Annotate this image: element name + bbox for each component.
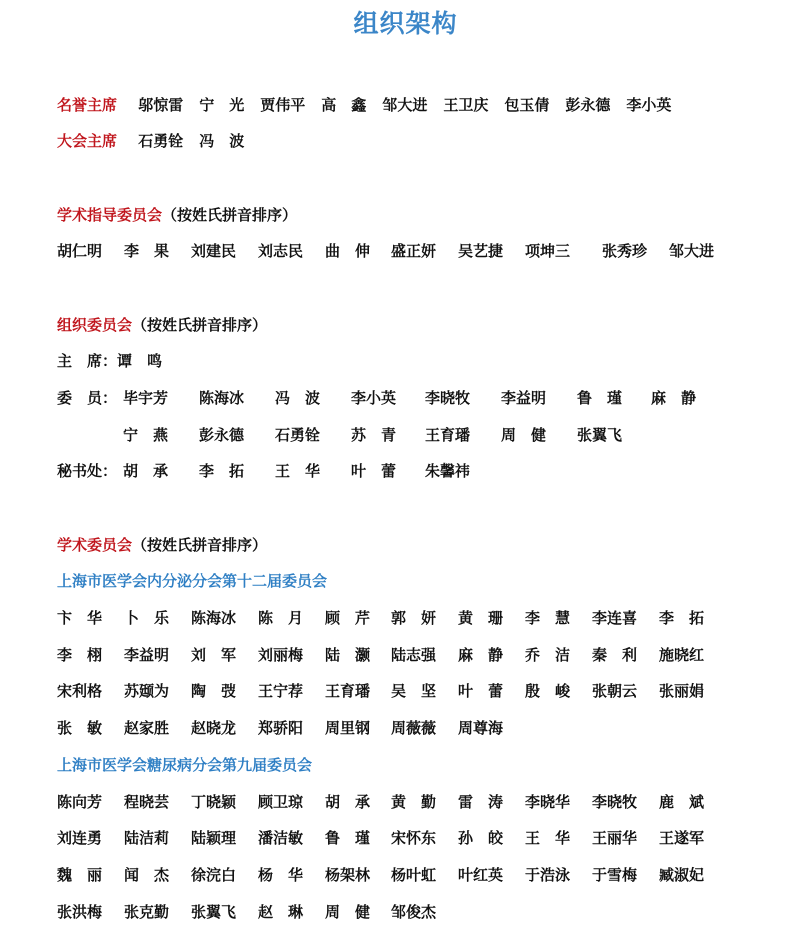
person-name: 潘洁敏: [258, 829, 304, 847]
person-name: 叶红英: [458, 866, 504, 884]
person-name: 鹿 斌: [659, 793, 705, 811]
academic-title: 学术委员会: [57, 536, 133, 554]
person-name: 施晓红: [659, 646, 705, 664]
academic-guidance-note: （按姓氏拼音排序）: [162, 206, 298, 224]
person-name: 张洪梅: [57, 903, 103, 921]
person-name: 陈海冰: [199, 389, 245, 407]
person-name: 周 健: [325, 903, 371, 921]
person-name: 李晓牧: [425, 389, 471, 407]
person-name: 周 健: [501, 426, 547, 444]
person-name: 彭永德: [565, 96, 611, 114]
person-name: 李 慧: [525, 609, 571, 627]
person-name: 王 华: [525, 829, 571, 847]
person-name: 张翼飞: [191, 903, 237, 921]
person-name: 乔 洁: [525, 646, 571, 664]
person-name: 张丽娟: [659, 682, 705, 700]
person-name: 徐浣白: [191, 866, 237, 884]
person-name: 毕宇芳: [123, 389, 169, 407]
person-name: 冯 波: [199, 132, 245, 150]
honorary-row: [57, 94, 687, 116]
person-name: 郭 妍: [391, 609, 437, 627]
person-name: 黄 勤: [391, 793, 437, 811]
person-name: 张克勤: [124, 903, 170, 921]
person-name: 刘建民: [191, 242, 237, 260]
person-name: 石勇铨: [275, 426, 321, 444]
person-name: 包玉倩: [504, 96, 550, 114]
person-name: 周尊海: [458, 719, 504, 737]
person-name: 苏颋为: [124, 682, 170, 700]
person-name: 王育璠: [325, 682, 371, 700]
page-title: 组织架构: [353, 9, 458, 38]
person-name: 卞 华: [57, 609, 103, 627]
person-name: 赵 琳: [258, 903, 304, 921]
person-name: 魏 丽: [57, 866, 103, 884]
diabetes-heading: 上海市医学会糖尿病分会第九届委员会: [57, 756, 313, 774]
person-name: 秦 利: [592, 646, 638, 664]
person-name: 王育璠: [425, 426, 471, 444]
person-name: 贾伟平: [260, 96, 306, 114]
person-name: 吴 坚: [391, 682, 437, 700]
organizing-members-label: 委 员：: [57, 389, 118, 407]
person-name: 李连喜: [592, 609, 638, 627]
academic-guidance-heading: [57, 204, 297, 226]
person-name: 张朝云: [592, 682, 638, 700]
person-name: 朱馨祎: [425, 462, 471, 480]
person-name: 李小英: [351, 389, 397, 407]
organizing-title: 组织委员会: [57, 316, 133, 334]
person-name: 王卫庆: [443, 96, 489, 114]
person-name: 苏 青: [351, 426, 397, 444]
person-name: 臧淑妃: [659, 866, 705, 884]
person-name: 杨 华: [258, 866, 304, 884]
person-name: 宋怀东: [391, 829, 437, 847]
person-name: 胡仁明: [57, 242, 103, 260]
person-name: 陆 灏: [325, 646, 371, 664]
person-name: 雷 涛: [458, 793, 504, 811]
person-name: 周里钢: [325, 719, 371, 737]
organizing-chair-names: [117, 352, 178, 370]
academic-heading: [57, 534, 267, 556]
person-name: 邹俊杰: [391, 903, 437, 921]
organizing-members-label-row: [57, 387, 117, 409]
chair-names: [138, 130, 260, 152]
organizing-secretary-label: 秘书处：: [57, 462, 118, 480]
person-name: 张秀珍: [602, 242, 648, 260]
person-name: 李小英: [626, 96, 672, 114]
person-name: 陆颖理: [191, 829, 237, 847]
person-name: 李 果: [124, 242, 170, 260]
person-name: 邬惊雷: [138, 96, 184, 114]
person-name: 卜 乐: [124, 609, 170, 627]
person-name: 刘 军: [191, 646, 237, 664]
endo-heading: 上海市医学会内分泌分会第十二届委员会: [57, 572, 328, 590]
person-name: 张 敏: [57, 719, 103, 737]
person-name: 殷 峻: [525, 682, 571, 700]
person-name: 黄 珊: [458, 609, 504, 627]
person-name: 李 拓: [199, 462, 245, 480]
organizing-note: （按姓氏拼音排序）: [132, 316, 268, 334]
person-name: 项坤三: [525, 242, 571, 260]
person-name: 鲁 瑾: [577, 389, 623, 407]
person-name: 刘丽梅: [258, 646, 304, 664]
academic-note: （按姓氏拼音排序）: [132, 536, 268, 554]
person-name: 吴艺捷: [458, 242, 504, 260]
person-name: 王遂军: [659, 829, 705, 847]
person-name: 李益明: [124, 646, 170, 664]
organizing-heading: [57, 314, 267, 336]
person-name: 陆洁莉: [124, 829, 170, 847]
person-name: 陈海冰: [191, 609, 237, 627]
person-name: 李 拓: [659, 609, 705, 627]
person-name: 程晓芸: [124, 793, 170, 811]
person-name: 孙 皎: [458, 829, 504, 847]
person-name: 周薇薇: [391, 719, 437, 737]
person-name: 张翼飞: [577, 426, 623, 444]
person-name: 盛正妍: [391, 242, 437, 260]
person-name: 刘连勇: [57, 829, 103, 847]
person-name: 麻 静: [458, 646, 504, 664]
academic-guidance-title: 学术指导委员会: [57, 206, 163, 224]
person-name: 宁 光: [199, 96, 245, 114]
person-name: 陈向芳: [57, 793, 103, 811]
person-name: 郑骄阳: [258, 719, 304, 737]
person-name: 杨叶虹: [391, 866, 437, 884]
person-name: 邹大进: [669, 242, 715, 260]
person-name: 李晓牧: [592, 793, 638, 811]
person-name: 胡 承: [123, 462, 169, 480]
person-name: 顾卫琼: [258, 793, 304, 811]
person-name: 冯 波: [275, 389, 321, 407]
person-name: 宁 燕: [123, 426, 169, 444]
person-name: 彭永德: [199, 426, 245, 444]
person-name: 李益明: [501, 389, 547, 407]
organizing-chair-row: [57, 350, 178, 372]
person-name: 顾 芹: [325, 609, 371, 627]
person-name: 王 华: [275, 462, 321, 480]
person-name: 陆志强: [391, 646, 437, 664]
person-name: 叶 蕾: [458, 682, 504, 700]
person-name: 鲁 瑾: [325, 829, 371, 847]
person-name: 石勇铨: [138, 132, 184, 150]
organizing-secretary-row: [57, 460, 117, 482]
person-name: 谭 鸣: [117, 352, 163, 370]
honorary-label: 名誉主席: [57, 96, 118, 114]
person-name: 杨架林: [325, 866, 371, 884]
person-name: 麻 静: [651, 389, 697, 407]
person-name: 王宁荐: [258, 682, 304, 700]
person-name: 陈 月: [258, 609, 304, 627]
chair-label: 大会主席: [57, 132, 118, 150]
person-name: 于雪梅: [592, 866, 638, 884]
person-name: 王丽华: [592, 829, 638, 847]
person-name: 于浩泳: [525, 866, 571, 884]
person-name: 陶 弢: [191, 682, 237, 700]
organizing-chair-label: 主 席：: [57, 352, 118, 370]
person-name: 李晓华: [525, 793, 571, 811]
person-name: 宋利格: [57, 682, 103, 700]
person-name: 刘志民: [258, 242, 304, 260]
person-name: 李 栩: [57, 646, 103, 664]
person-name: 胡 承: [325, 793, 371, 811]
person-name: 闻 杰: [124, 866, 170, 884]
person-name: 赵家胜: [124, 719, 170, 737]
person-name: 高 鑫: [321, 96, 367, 114]
chair-row: [57, 130, 260, 152]
person-name: 丁晓颖: [191, 793, 237, 811]
person-name: 曲 伸: [325, 242, 371, 260]
person-name: 邹大进: [382, 96, 428, 114]
person-name: 赵晓龙: [191, 719, 237, 737]
honorary-names: [138, 94, 687, 116]
person-name: 叶 蕾: [351, 462, 397, 480]
